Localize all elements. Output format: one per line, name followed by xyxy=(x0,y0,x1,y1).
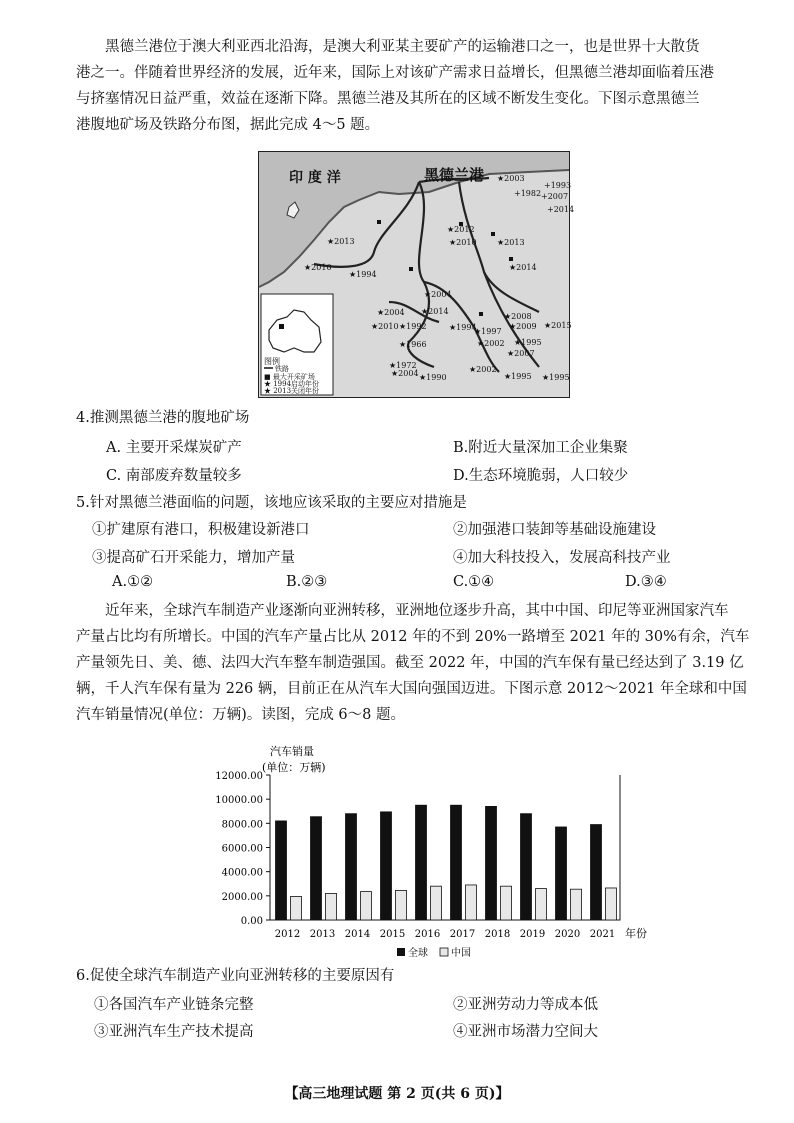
legend-item: ■ 最大开采矿场 xyxy=(264,373,315,381)
svg-text:+1993: +1993 xyxy=(544,181,572,190)
svg-text:★1972: ★1972 xyxy=(389,361,417,370)
svg-text:★2007: ★2007 xyxy=(507,349,535,358)
question-5-stem: 5.针对黑德兰港面临的问题，该地应该采取的主要应对措施是 xyxy=(76,495,467,511)
question-6-stem: 6.促使全球汽车制造产业向亚洲转移的主要原因有 xyxy=(76,968,395,984)
svg-text:★2004: ★2004 xyxy=(391,369,419,378)
legend-label-global: 全球 xyxy=(408,948,428,959)
chart-unit-label: (单位：万辆) xyxy=(262,761,326,774)
q5-option-b: B.②③ xyxy=(286,574,328,590)
passage-line: 近年来，全球汽车制造产业逐渐向亚洲转移，亚洲地位逐步升高，其中中国、印尼等亚洲国家汽车 xyxy=(105,603,729,619)
y-tick-label: 6000.00 xyxy=(221,843,263,855)
svg-text:★1992: ★1992 xyxy=(399,322,427,331)
bar-china-2015 xyxy=(396,890,407,920)
x-tick-label: 2016 xyxy=(414,929,441,940)
bar-global-2017 xyxy=(451,805,462,920)
bar-global-2020 xyxy=(556,827,567,920)
bar-global-2012 xyxy=(276,821,287,920)
svg-text:★2008: ★2008 xyxy=(504,312,532,321)
passage-hedland xyxy=(76,34,716,138)
legend-swatch-china xyxy=(440,948,448,956)
y-tick-label: 10000.00 xyxy=(215,795,263,807)
q6-statement-4: ④亚洲市场潜力空间大 xyxy=(453,1024,598,1040)
bar-global-2019 xyxy=(521,814,532,920)
svg-text:★1997: ★1997 xyxy=(474,327,502,336)
bar-china-2013 xyxy=(326,893,337,920)
svg-text:★1966: ★1966 xyxy=(399,340,427,349)
bar-china-2016 xyxy=(431,886,442,920)
svg-text:★2015: ★2015 xyxy=(544,321,572,330)
svg-text:★2010: ★2010 xyxy=(371,322,399,331)
chart-title: 汽车销量 xyxy=(270,745,314,758)
passage-line: 黑德兰港位于澳大利亚西北沿海，是澳大利亚某主要矿产的运输港口之一，也是世界十大散货 xyxy=(105,39,700,55)
passage-auto-industry xyxy=(76,598,750,728)
legend-item: ★ 1994启动年份 xyxy=(264,380,320,388)
bar-global-2021 xyxy=(591,825,602,920)
y-tick-label: 2000.00 xyxy=(221,891,263,903)
svg-text:★2004: ★2004 xyxy=(424,290,452,299)
question-4-stem: 4.推测黑德兰港的腹地矿场 xyxy=(76,410,250,426)
axis-frame xyxy=(270,775,620,920)
mine-markers xyxy=(377,220,513,316)
x-tick-label: 2013 xyxy=(309,929,336,940)
svg-text:★2013: ★2013 xyxy=(497,238,525,247)
q5-option-d: D.③④ xyxy=(625,574,667,590)
bar-series xyxy=(276,805,617,920)
q5-statement-4: ④加大科技投入，发展高科技产业 xyxy=(453,550,671,566)
x-tick-label: 2019 xyxy=(519,929,546,940)
svg-text:★1990: ★1990 xyxy=(419,373,447,382)
auto-sales-chart xyxy=(200,740,660,965)
chart-legend xyxy=(397,946,471,959)
x-tick-label: 2021 xyxy=(589,929,616,940)
bar-global-2018 xyxy=(486,806,497,920)
x-axis-label: 年份 xyxy=(625,927,647,940)
q6-statement-1: ①各国汽车产业链条完整 xyxy=(94,997,254,1013)
q5-option-a: A.①② xyxy=(112,574,154,590)
y-tick-label: 0.00 xyxy=(240,916,263,927)
q5-statement-2: ②加强港口装卸等基础设施建设 xyxy=(453,522,656,538)
x-tick-label: 2014 xyxy=(344,929,371,940)
q6-statement-2: ②亚洲劳动力等成本低 xyxy=(453,997,598,1013)
svg-text:★2014: ★2014 xyxy=(421,307,449,316)
bar-china-2021 xyxy=(606,888,617,920)
bar-china-2018 xyxy=(501,886,512,920)
svg-text:+1982: +1982 xyxy=(514,189,542,198)
map-svg xyxy=(259,152,575,397)
legend-label-china: 中国 xyxy=(451,948,471,959)
ocean-label: 印 度 洋 xyxy=(289,170,341,186)
svg-text:★1995: ★1995 xyxy=(514,338,542,347)
bar-china-2012 xyxy=(291,896,302,920)
svg-text:★2002: ★2002 xyxy=(469,365,497,374)
q6-statement-3: ③亚洲汽车生产技术提高 xyxy=(94,1024,254,1040)
q4-option-a: A. 主要开采煤炭矿产 xyxy=(106,440,242,456)
legend-swatch-global xyxy=(397,948,405,956)
legend-item: 铁路 xyxy=(275,365,289,373)
svg-text:★2014: ★2014 xyxy=(509,263,537,272)
bar-global-2015 xyxy=(381,812,392,920)
y-tick-label: 12000.00 xyxy=(215,771,263,782)
q5-option-c: C.①④ xyxy=(453,574,495,590)
bar-china-2019 xyxy=(536,889,547,920)
x-tick-label: 2017 xyxy=(449,929,476,940)
q5-statement-3: ③提高矿石开采能力，增加产量 xyxy=(92,550,295,566)
bar-global-2016 xyxy=(416,805,427,920)
x-tick-label: 2020 xyxy=(554,929,581,940)
passage-line: 港之一。伴随着世界经济的发展，近年来，国际上对该矿产需求日益增长，但黑德兰港却面临着压港 xyxy=(76,65,714,81)
q5-statement-1: ①扩建原有港口，积极建设新港口 xyxy=(92,522,310,538)
svg-text:★2012: ★2012 xyxy=(447,225,475,234)
passage-line: 与挤塞情况日益严重，效益在逐渐下降。黑德兰港及其所在的区域不断发生变化。下图示意黑德兰 xyxy=(76,91,700,107)
q4-option-d: D.生态环境脆弱，人口较少 xyxy=(453,468,629,484)
y-tick-label: 8000.00 xyxy=(221,819,263,831)
svg-text:+2007: +2007 xyxy=(541,192,569,201)
svg-text:★1995: ★1995 xyxy=(504,372,532,381)
page-footer: 【高三地理试题 第 2 页(共 6 页)】 xyxy=(284,1086,510,1102)
svg-text:★2002: ★2002 xyxy=(477,339,505,348)
svg-text:★2003: ★2003 xyxy=(497,174,525,183)
bar-china-2017 xyxy=(466,885,477,920)
svg-text:★2010: ★2010 xyxy=(449,238,477,247)
passage-line: 港腹地矿场及铁路分布图，据此完成 4～5 题。 xyxy=(76,117,380,133)
svg-text:+2014: +2014 xyxy=(547,205,575,214)
svg-text:★2010: ★2010 xyxy=(304,263,332,272)
hedland-hinterland-map xyxy=(258,151,575,398)
x-axis xyxy=(275,929,615,940)
legend-title: 图例 xyxy=(264,357,280,366)
passage-line: 汽车销量情况(单位：万辆)。读图，完成 6～8 题。 xyxy=(76,707,405,723)
bar-global-2014 xyxy=(346,814,357,920)
svg-text:★2009: ★2009 xyxy=(509,322,537,331)
y-tick-label: 4000.00 xyxy=(221,867,263,879)
hedland-location-marker xyxy=(279,324,284,329)
x-tick-label: 2018 xyxy=(484,929,511,940)
q4-option-c: C. 南部废弃数量较多 xyxy=(106,468,242,484)
q4-option-b: B.附近大量深加工企业集聚 xyxy=(453,440,628,456)
svg-text:★1995: ★1995 xyxy=(542,373,570,382)
bar-global-2013 xyxy=(311,817,322,920)
x-tick-label: 2012 xyxy=(274,929,301,940)
bar-china-2020 xyxy=(571,889,582,920)
legend-item: ★ 2013关闭年份 xyxy=(264,387,320,395)
x-tick-label: 2015 xyxy=(379,929,406,940)
svg-text:★2004: ★2004 xyxy=(377,308,405,317)
svg-text:★2013: ★2013 xyxy=(327,237,355,246)
passage-line: 产量占比均有所增长。中国的汽车产量占比从 2012 年的不到 20%一路增至 2021 年的 30%有余，汽车 xyxy=(76,629,750,645)
passage-line: 辆，千人汽车保有量为 226 辆，目前正在从汽车大国向强国迈进。下图示意 2012～2021 年全球和中国 xyxy=(76,681,747,697)
port-label: 黑德兰港 xyxy=(424,166,485,184)
svg-text:★1994: ★1994 xyxy=(449,323,477,332)
svg-text:★1994: ★1994 xyxy=(349,270,377,279)
passage-line: 产量领先日、美、德、法四大汽车整车制造强国。截至 2022 年，中国的汽车保有量已经达到了 3.19 亿 xyxy=(76,655,744,671)
bar-china-2014 xyxy=(361,892,372,920)
